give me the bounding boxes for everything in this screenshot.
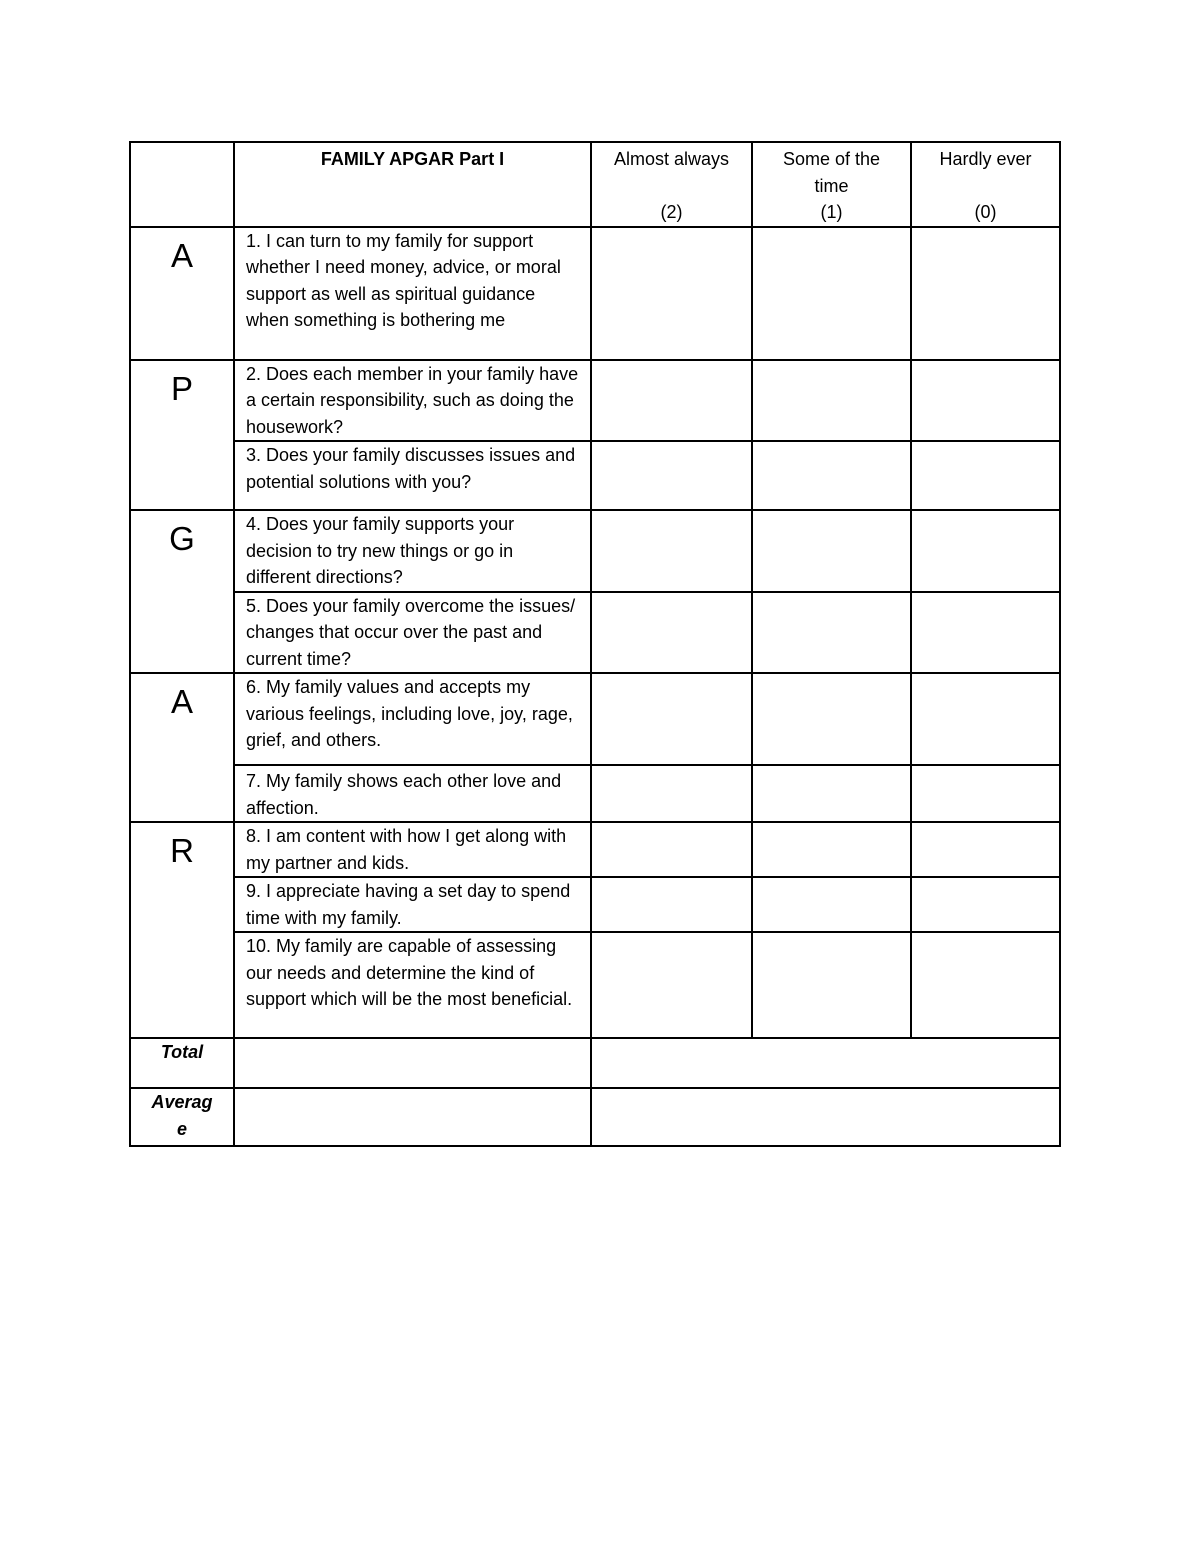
answer-cell-almost-always[interactable] (591, 822, 752, 877)
group-letter-a2: A (130, 673, 234, 822)
answer-cell-almost-always[interactable] (591, 765, 752, 822)
question-row (130, 877, 1060, 932)
header-row (130, 142, 1060, 227)
answer-cell-hardly-ever[interactable] (911, 592, 1060, 674)
question-text: 6. My family values and accepts my various feelings, including love, joy, rage, grief, and others. (234, 673, 591, 765)
option-score: (0) (974, 202, 997, 222)
question-text: 5. Does your family overcome the issues/ changes that occur over the past and current time? (234, 592, 591, 674)
header-empty-cell (130, 142, 234, 227)
option-label: Almost always (613, 149, 730, 169)
answer-cell-hardly-ever[interactable] (911, 510, 1060, 592)
question-row (130, 510, 1060, 592)
question-row (130, 592, 1060, 674)
question-row (130, 441, 1060, 510)
group-letter-a: A (130, 227, 234, 360)
question-text: 8. I am content with how I get along with my partner and kids. (234, 822, 591, 877)
question-row (130, 822, 1060, 877)
total-value-cell[interactable] (234, 1038, 591, 1088)
answer-cell-hardly-ever[interactable] (911, 822, 1060, 877)
option-hardly-ever (911, 142, 1060, 227)
question-row (130, 765, 1060, 822)
answer-cell-almost-always[interactable] (591, 592, 752, 674)
option-label: Some of the time (782, 149, 881, 196)
answer-cell-almost-always[interactable] (591, 441, 752, 510)
answer-cell-almost-always[interactable] (591, 510, 752, 592)
option-label: Hardly ever (939, 149, 1032, 169)
total-row (130, 1038, 1060, 1088)
answer-cell-almost-always[interactable] (591, 932, 752, 1038)
answer-cell-hardly-ever[interactable] (911, 227, 1060, 360)
question-row (130, 227, 1060, 360)
option-almost-always (591, 142, 752, 227)
answer-cell-some-of-the-time[interactable] (752, 360, 911, 442)
answer-cell-almost-always[interactable] (591, 877, 752, 932)
question-text: 10. My family are capable of assessing our needs and determine the kind of support which will be the most beneficial. (234, 932, 591, 1038)
answer-cell-hardly-ever[interactable] (911, 765, 1060, 822)
average-score-cell[interactable] (591, 1088, 1060, 1146)
answer-cell-some-of-the-time[interactable] (752, 441, 911, 510)
answer-cell-hardly-ever[interactable] (911, 877, 1060, 932)
answer-cell-some-of-the-time[interactable] (752, 673, 911, 765)
question-text: 1. I can turn to my family for support whether I need money, advice, or moral support as well as spiritual guidance when something is bothering me (234, 227, 591, 360)
answer-cell-some-of-the-time[interactable] (752, 510, 911, 592)
family-apgar-table (129, 141, 1061, 1147)
group-letter-g: G (130, 510, 234, 673)
question-row (130, 673, 1060, 765)
question-text: 7. My family shows each other love and affection. (234, 765, 591, 822)
answer-cell-almost-always[interactable] (591, 673, 752, 765)
average-row (130, 1088, 1060, 1146)
question-text: 9. I appreciate having a set day to spend time with my family. (234, 877, 591, 932)
question-text: 3. Does your family discusses issues and potential solutions with you? (234, 441, 591, 510)
answer-cell-hardly-ever[interactable] (911, 932, 1060, 1038)
total-score-cell[interactable] (591, 1038, 1060, 1088)
answer-cell-some-of-the-time[interactable] (752, 592, 911, 674)
question-row (130, 360, 1060, 442)
group-letter-r: R (130, 822, 234, 1038)
answer-cell-almost-always[interactable] (591, 227, 752, 360)
answer-cell-some-of-the-time[interactable] (752, 932, 911, 1038)
group-letter-p: P (130, 360, 234, 511)
answer-cell-hardly-ever[interactable] (911, 441, 1060, 510)
average-value-cell[interactable] (234, 1088, 591, 1146)
answer-cell-some-of-the-time[interactable] (752, 765, 911, 822)
question-text: 4. Does your family supports your decision to try new things or go in different directions? (234, 510, 591, 592)
answer-cell-some-of-the-time[interactable] (752, 877, 911, 932)
option-score: (2) (660, 202, 683, 222)
question-row (130, 932, 1060, 1038)
option-some-of-the-time (752, 142, 911, 227)
total-label: Total (130, 1038, 234, 1088)
answer-cell-some-of-the-time[interactable] (752, 822, 911, 877)
answer-cell-some-of-the-time[interactable] (752, 227, 911, 360)
form-title: FAMILY APGAR Part I (234, 142, 591, 227)
average-label: Average (130, 1088, 234, 1146)
answer-cell-almost-always[interactable] (591, 360, 752, 442)
option-score: (1) (820, 202, 843, 222)
answer-cell-hardly-ever[interactable] (911, 673, 1060, 765)
question-text: 2. Does each member in your family have a certain responsibility, such as doing the housework? (234, 360, 591, 442)
answer-cell-hardly-ever[interactable] (911, 360, 1060, 442)
